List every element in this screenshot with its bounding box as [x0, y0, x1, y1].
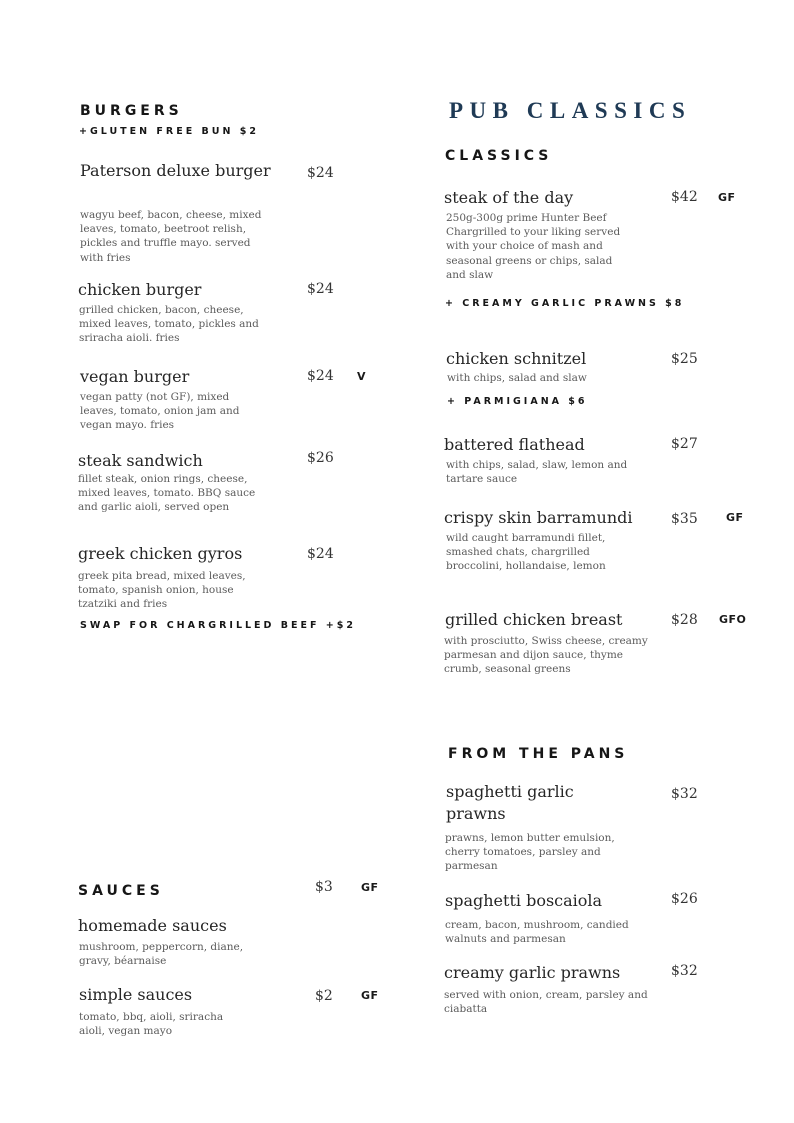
- menu-item-description: served with onion, cream, parsley and ciabatta: [444, 989, 648, 1016]
- menu-item-name: spaghetti garlic prawns: [446, 782, 574, 823]
- menu-item-name: vegan burger: [80, 367, 190, 386]
- vegan-tag: V: [357, 370, 367, 383]
- menu-item-description: wild caught barramundi fillet, smashed chats, chargrilled broccolini, hollandaise, lemon: [446, 532, 606, 573]
- menu-item-description: tomato, bbq, aioli, sriracha aioli, vegan mayo: [79, 1011, 224, 1038]
- sauces-heading: SAUCES: [78, 883, 164, 899]
- menu-item-name: steak sandwich: [78, 451, 203, 470]
- swap-beef-note: SWAP FOR CHARGRILLED BEEF +$2: [80, 620, 356, 631]
- menu-item-price: $24: [307, 368, 334, 384]
- menu-item-description: cream, bacon, mushroom, candied walnuts and parmesan: [445, 919, 629, 946]
- gluten-free-tag: GF: [718, 191, 736, 204]
- menu-item-name: battered flathead: [444, 435, 585, 454]
- menu-item-description: grilled chicken, bacon, cheese, mixed leaves, tomato, pickles and sriracha aioli. fries: [79, 304, 259, 345]
- menu-item-price: $32: [671, 786, 698, 802]
- menu-item-name: greek chicken gyros: [78, 544, 243, 563]
- menu-item-price: $24: [307, 546, 334, 562]
- menu-item-name: creamy garlic prawns: [444, 963, 621, 982]
- gluten-free-tag: GF: [361, 989, 379, 1002]
- menu-item-price: $27: [671, 436, 698, 452]
- menu-item-description: mushroom, peppercorn, diane, gravy, béarnaise: [79, 941, 244, 968]
- menu-item-price: $32: [671, 963, 698, 979]
- menu-item-price: $26: [671, 891, 698, 907]
- gluten-free-tag: GF: [726, 511, 744, 524]
- menu-item-price: $24: [307, 281, 334, 297]
- menu-item-description: prawns, lemon butter emulsion, cherry tomatoes, parsley and parmesan: [445, 832, 615, 873]
- menu-item-name: chicken burger: [78, 280, 202, 299]
- menu-item-name: simple sauces: [79, 985, 193, 1004]
- menu-item-price: $24: [307, 165, 334, 181]
- menu-item-description: fillet steak, onion rings, cheese, mixed leaves, tomato. BBQ sauce and garlic aioli, served open: [78, 473, 256, 514]
- menu-item-name: homemade sauces: [78, 916, 227, 935]
- menu-item-price: $42: [671, 189, 698, 205]
- addon-note: + CREAMY GARLIC PRAWNS $8: [445, 298, 685, 309]
- menu-item-price: $28: [671, 612, 698, 628]
- menu-item-name: steak of the day: [444, 188, 574, 207]
- page-title: PUB CLASSICS: [449, 98, 692, 123]
- menu-item-description: with chips, salad, slaw, lemon and tartare sauce: [446, 459, 628, 486]
- menu-item-description: wagyu beef, bacon, cheese, mixed leaves, tomato, beetroot relish, pickles and truffle mayo. served with fries: [80, 209, 262, 264]
- gluten-free-option-tag: GFO: [719, 613, 747, 626]
- sauces-price: $3: [315, 879, 333, 895]
- menu-item-description: greek pita bread, mixed leaves, tomato, spanish onion, house tzatziki and fries: [78, 570, 246, 611]
- menu-item-description: 250g-300g prime Hunter Beef Chargrilled to your liking served with your choice of mash and seasonal greens or chips, salad and slaw: [446, 212, 621, 281]
- menu-item-price: $35: [671, 511, 698, 527]
- menu-item-name: crispy skin barramundi: [444, 508, 633, 527]
- menu-item-description: vegan patty (not GF), mixed leaves, tomato, onion jam and vegan mayo. fries: [80, 391, 240, 432]
- menu-item-description: with chips, salad and slaw: [447, 372, 587, 384]
- gluten-free-bun-note: +GLUTEN FREE BUN $2: [79, 126, 259, 137]
- menu-item-price: $26: [307, 450, 334, 466]
- menu-item-price: $2: [315, 988, 333, 1004]
- menu-item-description: with prosciutto, Swiss cheese, creamy parmesan and dijon sauce, thyme crumb, seasonal greens: [444, 635, 648, 676]
- burgers-heading: BURGERS: [80, 103, 183, 119]
- addon-note: + PARMIGIANA $6: [447, 396, 588, 407]
- menu-item-name: Paterson deluxe burger: [80, 161, 271, 180]
- menu-item-name: spaghetti boscaiola: [445, 891, 603, 910]
- gluten-free-tag: GF: [361, 881, 379, 894]
- classics-heading: CLASSICS: [445, 148, 553, 164]
- menu-item-name: grilled chicken breast: [445, 610, 623, 629]
- menu-item-name: chicken schnitzel: [446, 349, 587, 368]
- menu-item-price: $25: [671, 351, 698, 367]
- pans-heading: FROM THE PANS: [448, 746, 629, 762]
